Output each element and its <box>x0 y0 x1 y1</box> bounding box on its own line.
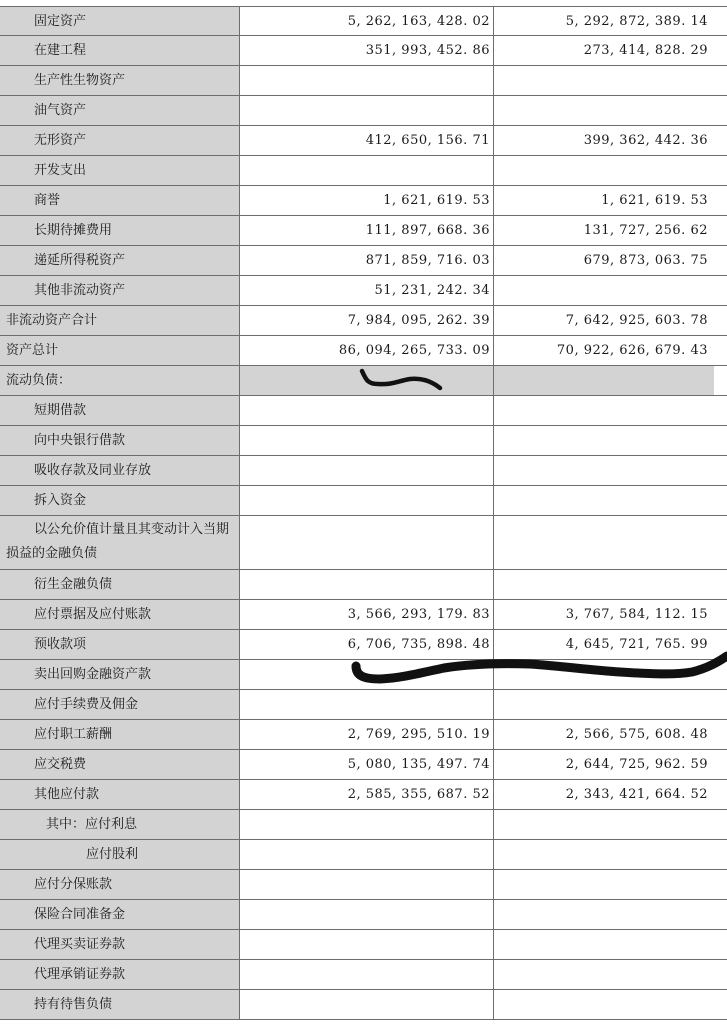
table-row <box>0 720 727 750</box>
table-row <box>0 366 727 396</box>
table-row <box>0 96 727 126</box>
prior-period-value <box>494 456 714 485</box>
row-label: 吸收存款及同业存放 <box>0 456 240 485</box>
row-label: 其他应付款 <box>0 780 240 809</box>
prior-period-value: 131, 727, 256. 62 <box>583 223 708 238</box>
current-period-value <box>240 660 494 689</box>
row-label: 应付票据及应付账款 <box>0 600 240 629</box>
table-row <box>0 516 727 570</box>
table-row <box>0 156 727 186</box>
prior-period-value <box>494 366 714 395</box>
table-row <box>0 810 727 840</box>
row-label: 非流动资产合计 <box>0 306 240 335</box>
table-row <box>0 66 727 96</box>
row-label: 应付分保账款 <box>0 870 240 899</box>
prior-period-value <box>494 426 714 455</box>
row-label: 流动负债： <box>0 366 240 395</box>
table-row <box>0 750 727 780</box>
current-period-value <box>240 690 494 719</box>
current-period-value: 2, 769, 295, 510. 19 <box>240 720 494 749</box>
current-period-value <box>240 840 494 869</box>
row-label: 开发支出 <box>0 156 240 185</box>
table-row <box>0 570 727 600</box>
current-period-value <box>240 486 494 515</box>
row-label: 应付手续费及佣金 <box>0 690 240 719</box>
prior-period-value: 5, 292, 872, 389. 14 <box>565 14 708 29</box>
table-row <box>0 186 727 216</box>
current-period-value <box>240 570 494 599</box>
current-period-value <box>240 426 494 455</box>
row-label: 应付职工薪酬 <box>0 720 240 749</box>
table-row <box>0 486 727 516</box>
current-period-value <box>240 810 494 839</box>
prior-period-value: 679, 873, 063. 75 <box>583 253 708 268</box>
row-label: 拆入资金 <box>0 486 240 515</box>
prior-period-value: 7, 642, 925, 603. 78 <box>565 313 708 328</box>
current-period-value: 871, 859, 716. 03 <box>240 246 494 275</box>
prior-period-value <box>494 276 714 305</box>
current-period-value <box>240 396 494 425</box>
current-period-value <box>240 960 494 989</box>
prior-period-value: 70, 922, 626, 679. 43 <box>556 343 708 358</box>
prior-period-value: 273, 414, 828. 29 <box>583 43 708 58</box>
current-period-value <box>240 156 494 185</box>
prior-period-value <box>494 660 714 689</box>
table-row <box>0 426 727 456</box>
row-label: 持有待售负债 <box>0 990 240 1019</box>
prior-period-value <box>494 690 714 719</box>
table-row <box>0 246 727 276</box>
row-label: 递延所得税资产 <box>0 246 240 275</box>
row-label: 无形资产 <box>0 126 240 155</box>
prior-period-value <box>494 516 714 569</box>
current-period-value <box>240 456 494 485</box>
prior-period-value <box>494 396 714 425</box>
table-row <box>0 276 727 306</box>
current-period-value: 111, 897, 668. 36 <box>240 216 494 245</box>
table-row <box>0 6 727 36</box>
current-period-value <box>240 870 494 899</box>
current-period-value: 351, 993, 452. 86 <box>240 36 494 65</box>
current-period-value <box>240 930 494 959</box>
prior-period-value: 399, 362, 442. 36 <box>583 133 708 148</box>
row-label: 应付股利 <box>0 840 240 869</box>
table-row <box>0 990 727 1020</box>
row-label: 长期待摊费用 <box>0 216 240 245</box>
prior-period-value: 1, 621, 619. 53 <box>601 193 708 208</box>
row-label: 资产总计 <box>0 336 240 365</box>
prior-period-value: 2, 566, 575, 608. 48 <box>565 727 708 742</box>
row-label: 衍生金融负债 <box>0 570 240 599</box>
row-label: 保险合同准备金 <box>0 900 240 929</box>
current-period-value: 3, 566, 293, 179. 83 <box>240 600 494 629</box>
table-row <box>0 780 727 810</box>
prior-period-value <box>494 960 714 989</box>
prior-period-value <box>494 66 714 95</box>
row-label: 在建工程 <box>0 36 240 65</box>
current-period-value <box>240 900 494 929</box>
prior-period-value <box>494 486 714 515</box>
prior-period-value <box>494 840 714 869</box>
current-period-value <box>240 990 494 1019</box>
current-period-value: 5, 262, 163, 428. 02 <box>240 7 494 35</box>
table-row <box>0 600 727 630</box>
row-label: 短期借款 <box>0 396 240 425</box>
row-label: 代理承销证券款 <box>0 960 240 989</box>
table-row <box>0 336 727 366</box>
current-period-value: 6, 706, 735, 898. 48 <box>240 630 494 659</box>
table-row <box>0 306 727 336</box>
table-row <box>0 630 727 660</box>
row-label: 向中央银行借款 <box>0 426 240 455</box>
prior-period-value <box>494 156 714 185</box>
row-label: 生产性生物资产 <box>0 66 240 95</box>
prior-period-value <box>494 900 714 929</box>
row-label: 其他非流动资产 <box>0 276 240 305</box>
table-row <box>0 660 727 690</box>
current-period-value: 86, 094, 265, 733. 09 <box>240 336 494 365</box>
prior-period-value <box>494 990 714 1019</box>
row-label: 代理买卖证券款 <box>0 930 240 959</box>
current-period-value: 412, 650, 156. 71 <box>240 126 494 155</box>
row-label: 应交税费 <box>0 750 240 779</box>
table-row <box>0 396 727 426</box>
table-row <box>0 126 727 156</box>
current-period-value: 5, 080, 135, 497. 74 <box>240 750 494 779</box>
table-row <box>0 36 727 66</box>
prior-period-value: 2, 343, 421, 664. 52 <box>565 787 708 802</box>
table-row <box>0 930 727 960</box>
table-row <box>0 900 727 930</box>
table-row <box>0 690 727 720</box>
table-row <box>0 870 727 900</box>
table-row <box>0 216 727 246</box>
row-label: 固定资产 <box>0 7 240 35</box>
prior-period-value: 2, 644, 725, 962. 59 <box>565 757 708 772</box>
current-period-value: 2, 585, 355, 687. 52 <box>240 780 494 809</box>
row-label: 卖出回购金融资产款 <box>0 660 240 689</box>
prior-period-value <box>494 96 714 125</box>
prior-period-value: 4, 645, 721, 765. 99 <box>565 637 708 652</box>
prior-period-value <box>494 930 714 959</box>
prior-period-value <box>494 810 714 839</box>
prior-period-value <box>494 570 714 599</box>
row-label: 预收款项 <box>0 630 240 659</box>
current-period-value: 7, 984, 095, 262. 39 <box>240 306 494 335</box>
row-label: 商誉 <box>0 186 240 215</box>
balance-sheet-table <box>0 6 727 1020</box>
current-period-value: 51, 231, 242. 34 <box>240 276 494 305</box>
row-label: 以公允价值计量且其变动计入当期损益的金融负债 <box>0 516 240 569</box>
current-period-value <box>240 66 494 95</box>
current-period-value <box>240 516 494 569</box>
table-row <box>0 840 727 870</box>
current-period-value: 1, 621, 619. 53 <box>240 186 494 215</box>
table-row <box>0 456 727 486</box>
current-period-value <box>240 96 494 125</box>
prior-period-value: 3, 767, 584, 112. 15 <box>565 607 708 622</box>
current-period-value <box>240 366 494 395</box>
row-label: 油气资产 <box>0 96 240 125</box>
prior-period-value <box>494 870 714 899</box>
table-row <box>0 960 727 990</box>
row-label: 其中：应付利息 <box>0 810 240 839</box>
